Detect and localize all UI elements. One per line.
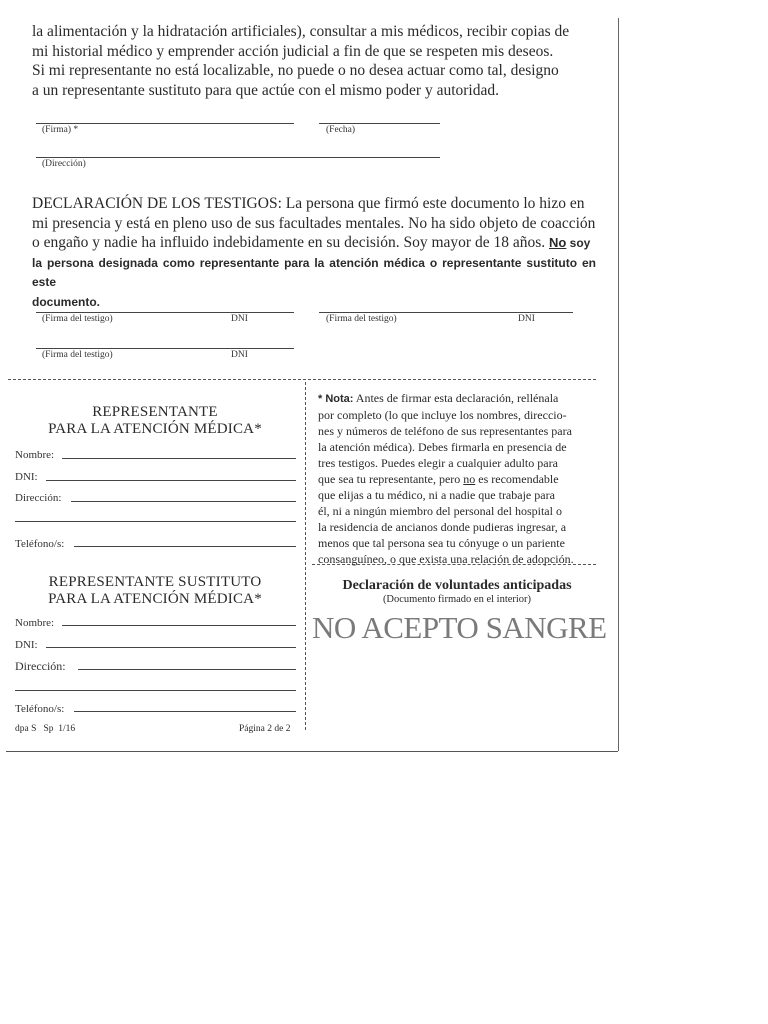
sub-address-input-2[interactable] [15,690,296,691]
witness-3-label: (Firma del testigo) [42,350,113,360]
intro-line-2: mi historial médico y emprender acción judicial a fin de que se respeten mis deseos. [32,42,554,60]
card-subtitle: (Documento firmado en el interior) [382,594,532,605]
witness-bold-line-2: documento. [32,294,100,309]
address-label: (Dirección) [42,159,86,169]
sub-title-line-1: REPRESENTANTE SUSTITUTO [48,574,262,590]
rep-title [10,404,300,438]
note-line-10: menos que tal persona sea tu cónyuge o un pariente [318,536,565,550]
sub-address-input[interactable] [78,669,296,670]
rep-dni-label: DNI: [15,471,38,483]
card-title: Declaración de voluntades anticipadas [342,578,572,593]
intro-line-1: la alimentación y la hidratación artificiales), consultar a mis médicos, recibir copias de [32,23,570,40]
page-bottom-border [6,751,618,752]
sub-title [10,574,300,608]
rep-address-label: Dirección: [15,492,62,504]
note-line-3: nes y números de teléfono de sus representantes para [318,424,572,438]
witness-1-signature-line[interactable] [36,312,294,313]
witness-line-1: DECLARACIÓN DE LOS TESTIGOS: La persona que firmó este documento lo hizo en [32,195,585,212]
rep-address-input-2[interactable] [15,521,296,522]
note-line-6 [318,471,596,487]
sub-dni-input[interactable] [46,647,296,648]
intro-paragraph [32,22,596,100]
sub-phone-input[interactable] [74,711,296,712]
card-big-text: NO ACEPTO SANGRE [312,610,607,645]
witness-3-signature-line[interactable] [36,348,294,349]
rep-phone-label: Teléfono/s: [15,538,65,550]
intro-line-4: a un representante sustituto para que actúe con el mismo poder y autoridad. [32,81,499,99]
witness-paragraph [32,194,596,312]
witness-2-dni-label: DNI [518,314,535,324]
witness-line-2: mi presencia y está en pleno uso de sus facultades mentales. No ha sido objeto de coacción [32,214,596,232]
note-line-8: él, ni a ningún miembro del personal del hospital o [318,504,562,518]
witness-1-label: (Firma del testigo) [42,314,113,324]
rep-name-label: Nombre: [15,449,55,461]
witness-line-3-text: o engaño y nadie ha influido indebidamente en su decisión. Soy mayor de 18 años. [32,234,549,251]
note-line-6a: que sea tu representante, pero [318,472,464,486]
footer-page: Página 2 de 2 [239,724,291,734]
note-line-1 [318,390,596,407]
sub-address-label: Dirección: [15,659,66,673]
witness-2-label: (Firma del testigo) [326,314,397,324]
note-line-4: la atención médica). Debes firmarla en presencia de [318,440,567,454]
sub-phone-label: Teléfono/s: [15,703,65,715]
witness-2-signature-line[interactable] [319,312,573,313]
note-line-11: consanguíneo, o que exista una relación de adopción. [318,552,574,566]
witness-no: No [548,235,567,250]
footer-code: dpa S Sp 1/16 [15,724,76,734]
sub-dni-label: DNI: [15,639,38,651]
signature-label: (Firma) * [42,125,79,135]
intro-line-3: Si mi representante no está localizable, no puede o no desea actuar como tal, designo [32,62,559,79]
rep-phone-input[interactable] [74,546,296,547]
note-line-2: por completo (lo que incluye los nombres, direccio- [318,408,567,422]
sub-title-line-2: PARA LA ATENCIÓN MÉDICA* [48,591,262,607]
sub-name-input[interactable] [62,625,296,626]
witness-soy: soy [566,236,591,250]
rep-dni-input[interactable] [46,480,296,481]
note-line-1-text: Antes de firmar esta declaración, rellénala [355,391,559,405]
note-prefix: * Nota: [318,393,354,405]
witness-bold-line-1: la persona designada como representante para la atención médica o representante sustituto en este [32,255,596,289]
vertical-cut-line [305,382,306,730]
sub-name-label: Nombre: [15,617,55,629]
rep-title-line-1: REPRESENTANTE [92,404,218,420]
date-label: (Fecha) [326,125,356,135]
note-line-6-no: no [463,472,476,486]
page-right-border [618,18,619,751]
note-line-5: tres testigos. Puedes elegir a cualquier adulto para [318,456,558,470]
rep-name-input[interactable] [62,458,296,459]
witness-line-3 [32,233,596,254]
signature-line[interactable] [36,123,294,124]
date-line[interactable] [319,123,440,124]
witness-1-dni-label: DNI [231,314,248,324]
horizontal-cut-line [8,379,596,380]
witness-3-dni-label: DNI [231,350,248,360]
note-line-7: que elijas a tu médico, ni a nadie que trabaje para [318,488,555,502]
rep-address-input[interactable] [71,501,296,502]
note-line-9: la residencia de ancianos donde pudieras ingresar, a [318,520,567,534]
rep-title-line-2: PARA LA ATENCIÓN MÉDICA* [48,421,262,437]
note-block [318,390,596,567]
note-line-6b: es recomendable [475,472,559,486]
address-line[interactable] [36,157,440,158]
